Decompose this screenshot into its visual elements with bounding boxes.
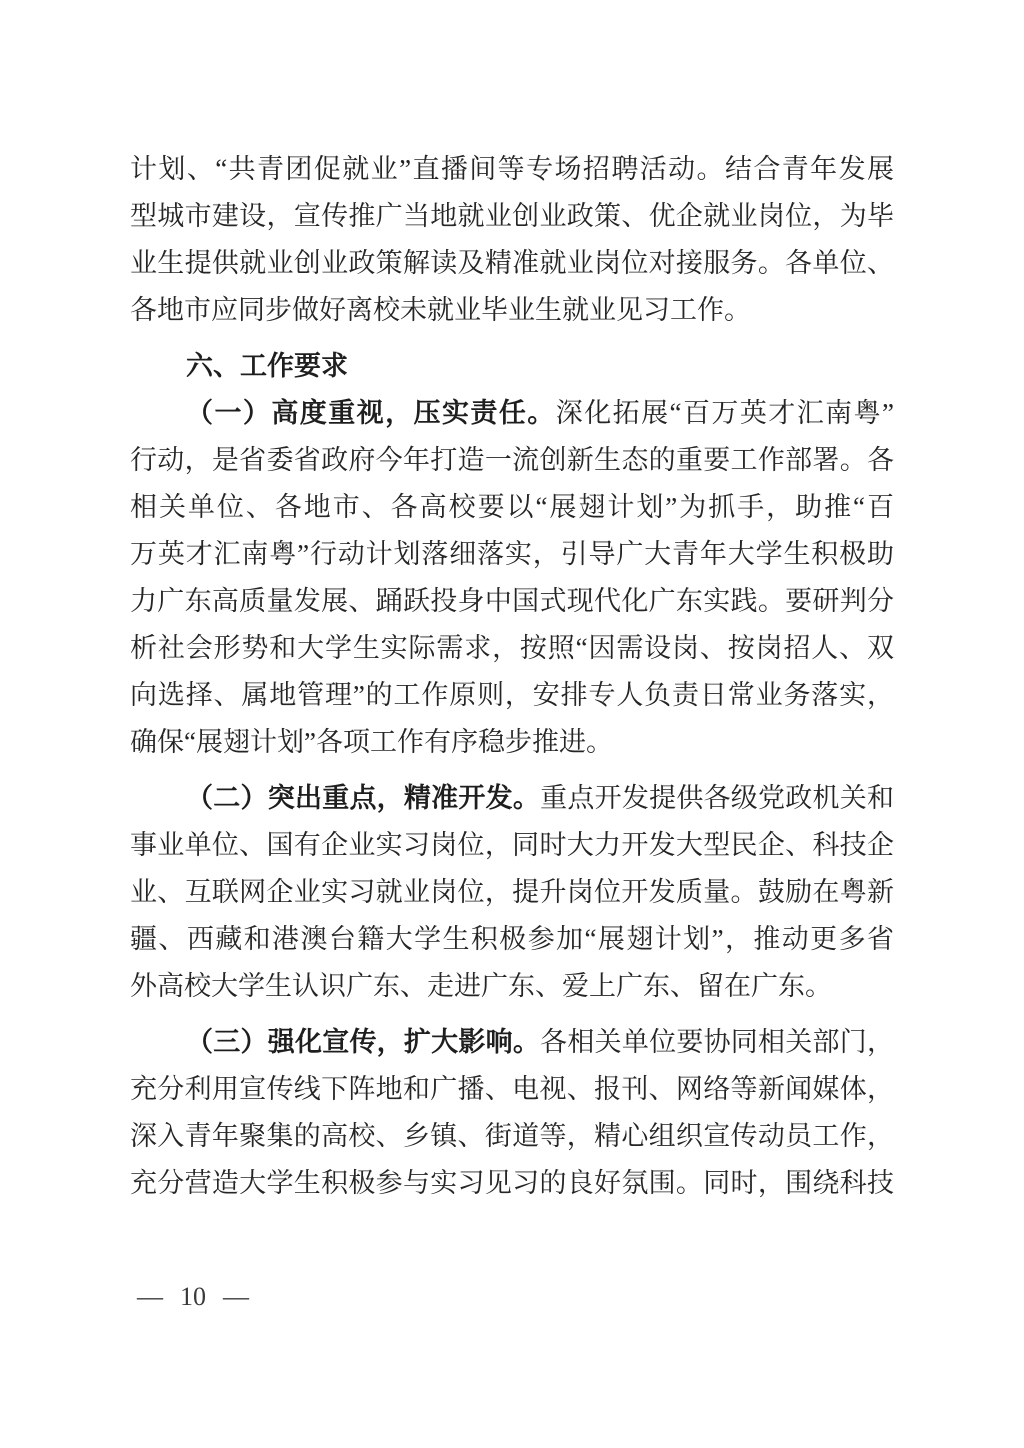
- paragraph-lead: （二）突出重点，精准开发。: [186, 783, 541, 813]
- footer-left-dash: —: [137, 1282, 163, 1311]
- text-line: 业生提供就业创业政策解读及精准就业岗位对接服务。各单位、: [130, 248, 894, 278]
- text-run: 重点开发提供各级党政机关和: [540, 783, 895, 813]
- paragraph-item-2: [130, 775, 894, 1010]
- text-line: 深入青年聚集的高校、乡镇、街道等，精心组织宣传动员工作，: [130, 1121, 894, 1151]
- text-line: 万英才汇南粤”行动计划落细落实，引导广大青年大学生积极助: [130, 539, 894, 569]
- text-line: 析社会形势和大学生实际需求，按照“因需设岗、按岗招人、双: [130, 633, 894, 663]
- text-line: 力广东高质量发展、踊跃投身中国式现代化广东实践。要研判分: [130, 586, 894, 616]
- text-line: 充分营造大学生积极参与实习见习的良好氛围。同时，围绕科技: [130, 1168, 894, 1198]
- text-line: [130, 1019, 894, 1066]
- text-line: 事业单位、国有企业实习岗位，同时大力开发大型民企、科技企: [130, 830, 894, 860]
- paragraph-item-3: [130, 1019, 894, 1207]
- section-heading: 六、工作要求: [186, 351, 348, 381]
- document-body: [130, 146, 894, 1207]
- text-run: 深化拓展“百万英才汇南粤”: [555, 398, 895, 428]
- text-line: 型城市建设，宣传推广当地就业创业政策、优企就业岗位，为毕: [130, 201, 894, 231]
- page-footer: [137, 1281, 249, 1313]
- text-line: 疆、西藏和港澳台籍大学生积极参加“展翅计划”，推动更多省: [130, 924, 894, 954]
- paragraph-lead: （一）高度重视，压实责任。: [186, 398, 556, 428]
- paragraph-lead: （三）强化宣传，扩大影响。: [186, 1027, 541, 1057]
- text-line: 确保“展翅计划”各项工作有序稳步推进。: [130, 727, 613, 757]
- text-line: 业、互联网企业实习就业岗位，提升岗位开发质量。鼓励在粤新: [130, 877, 894, 907]
- text-line: 行动，是省委省政府今年打造一流创新生态的重要工作部署。各: [130, 445, 894, 475]
- text-line: 计划、“共青团促就业”直播间等专场招聘活动。结合青年发展: [130, 154, 894, 184]
- text-line: 各地市应同步做好离校未就业毕业生就业见习工作。: [130, 295, 751, 325]
- text-line: [130, 390, 894, 437]
- footer-right-dash: —: [223, 1282, 249, 1311]
- text-line: 相关单位、各地市、各高校要以“展翅计划”为抓手，助推“百: [130, 492, 894, 522]
- text-line: 向选择、属地管理”的工作原则，安排专人负责日常业务落实，: [130, 680, 894, 710]
- continued-paragraph: [130, 146, 894, 334]
- paragraph-item-1: [130, 390, 894, 766]
- text-run: 各相关单位要协同相关部门，: [540, 1027, 895, 1057]
- text-line: 外高校大学生认识广东、走进广东、爱上广东、留在广东。: [130, 971, 832, 1001]
- text-line: 充分利用宣传线下阵地和广播、电视、报刊、网络等新闻媒体，: [130, 1074, 894, 1104]
- page-number: 10: [180, 1282, 206, 1311]
- text-line: [130, 775, 894, 822]
